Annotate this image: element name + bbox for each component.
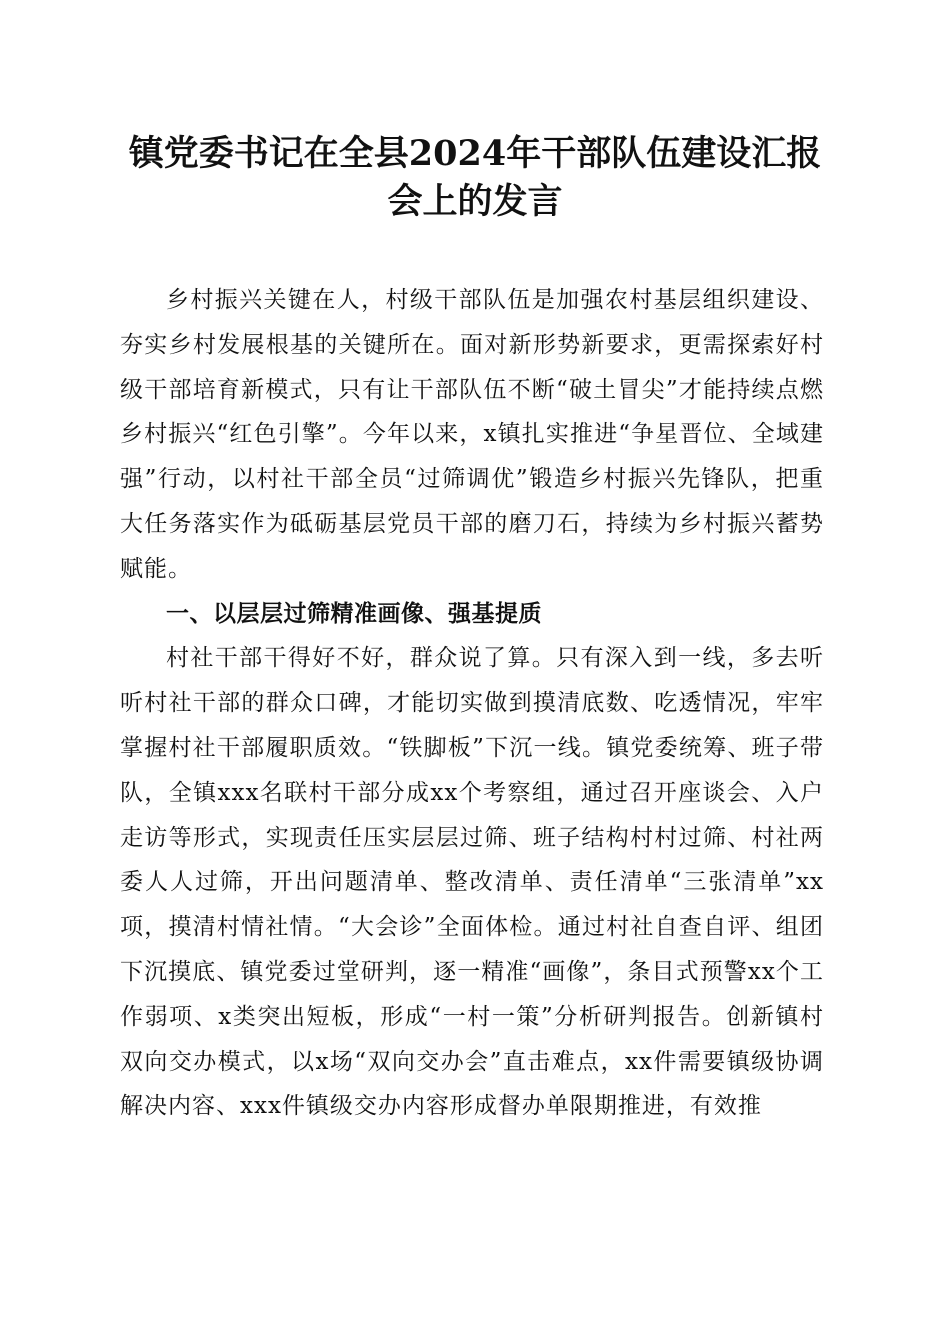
- intro-paragraph: 乡村振兴关键在人，村级干部队伍是加强农村基层组织建设、夯实乡村发展根基的关键所在。面对新形势新要求，更需探索好村级干部培育新模式，只有让干部队伍不断“破土冒尖”才能持续点燃乡村振兴“红色引擎”。今年以来，x镇扎实推进“争星晋位、全域建强”行动，以村社干部全员“过筛调优”锻造乡村振兴先锋队，把重大任务落实作为砥砺基层党员干部的磨刀石，持续为乡村振兴蓄势赋能。: [120, 287, 824, 582]
- document-body: [120, 278, 824, 1129]
- document-title: 镇党委书记在全县2024年干部队伍建设汇报会上的发言: [128, 133, 822, 222]
- section-heading-1: 一、以层层过筛精准画像、强基提质: [166, 600, 542, 627]
- section-1-paragraph: 村社干部干得好不好，群众说了算。只有深入到一线，多去听听村社干部的群众口碑，才能切实做到摸清底数、吃透情况，牢牢掌握村社干部履职质效。“铁脚板”下沉一线。镇党委统筹、班子带队，全镇xxx名联村干部分成xx个考察组，通过召开座谈会、入户走访等形式，实现责任压实层层过筛、班子结构村村过筛、村社两委人人过筛，开出问题清单、整改清单、责任清单“三张清单”xx项，摸清村情社情。“大会诊”全面体检。通过村社自查自评、组团下沉摸底、镇党委过堂研判，逐一精准“画像”，条目式预警xx个工作弱项、x类突出短板，形成“一村一策”分析研判报告。创新镇村双向交办模式，以x场“双向交办会”直击难点，xx件需要镇级协调解决内容、xxx件镇级交办内容形成督办单限期推进，有效推: [120, 645, 824, 1120]
